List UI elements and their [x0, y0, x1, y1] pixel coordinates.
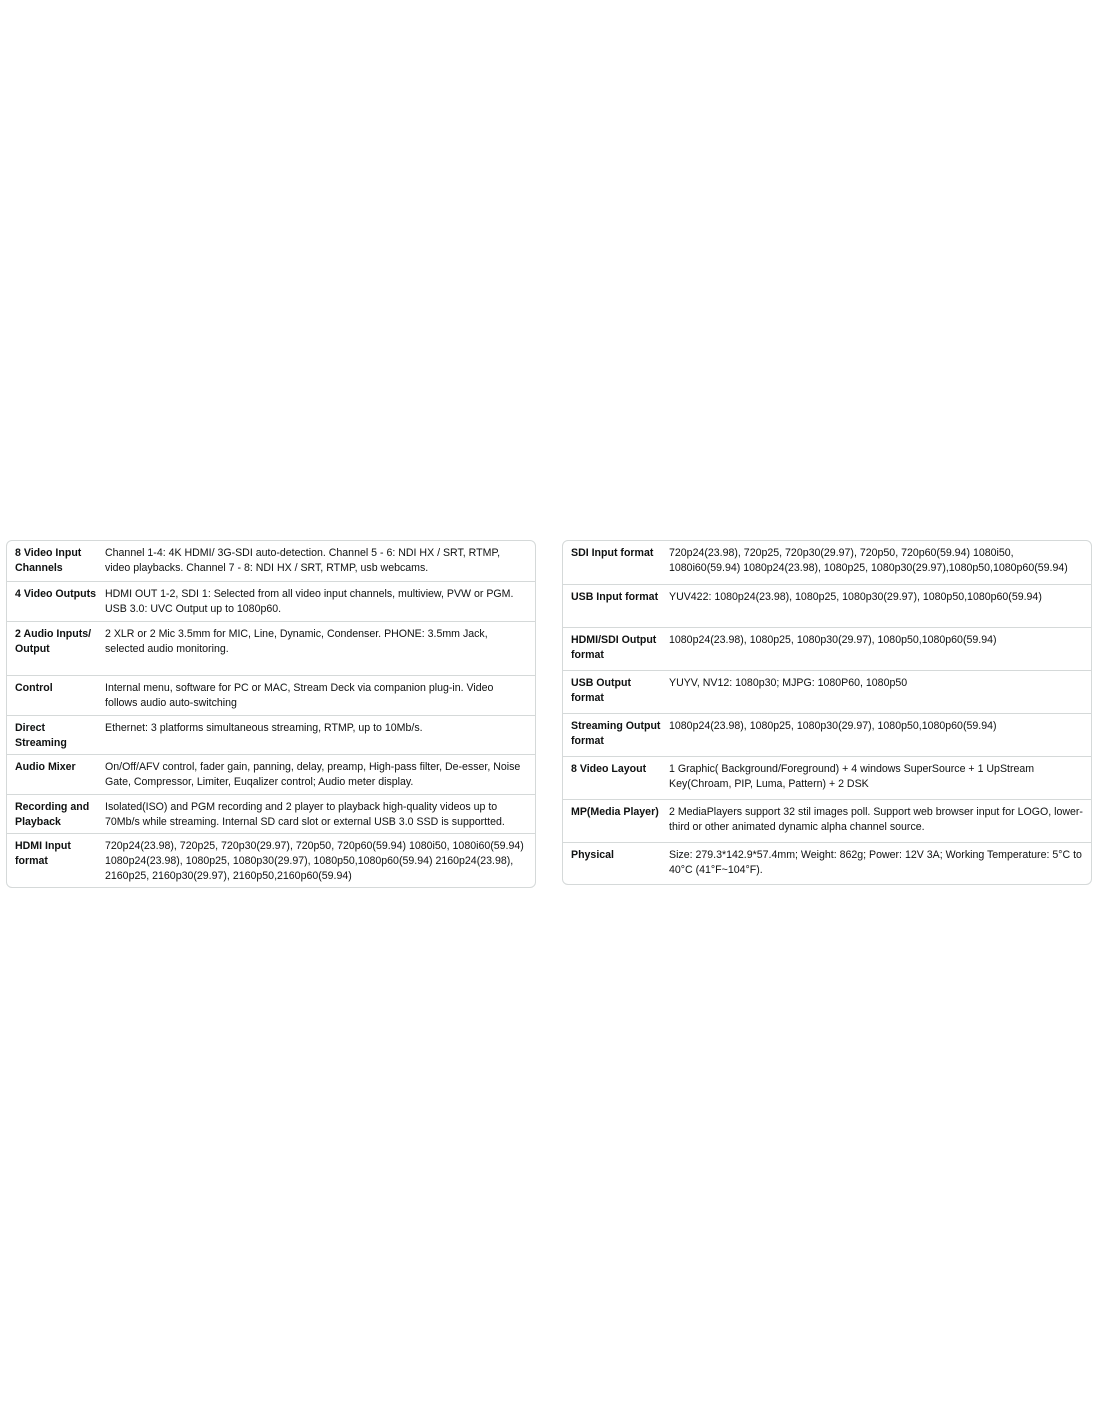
- spec-value: 720p24(23.98), 720p25, 720p30(29.97), 720p50, 720p60(59.94) 1080i50, 1080i60(59.94) 1080p24(23.98), 1080p25, 1080p30(29.97), 1080p50,1080p60(59.94) 2160p24(23.98), 2160p25, 2160p30(29.97), 2160p50,2160p60(59.94): [105, 840, 524, 882]
- spec-value: 2 XLR or 2 Mic 3.5mm for MIC, Line, Dynamic, Condenser. PHONE: 3.5mm Jack, selected audio monitoring.: [105, 628, 488, 655]
- spec-value: Size: 279.3*142.9*57.4mm; Weight: 862g; Power: 12V 3A; Working Temperature: 5°C to 40°C (41°F~104°F).: [669, 849, 1082, 876]
- spec-label: SDI Input format: [571, 547, 654, 559]
- spec-value: YUYV, NV12: 1080p30; MJPG: 1080P60, 1080p50: [669, 677, 908, 689]
- spec-value: Isolated(ISO) and PGM recording and 2 player to playback high-quality videos up to 70Mb/s while streaming. Internal SD card slot or external USB 3.0 SSD is supportted.: [105, 801, 505, 828]
- spec-value: Internal menu, software for PC or MAC, Stream Deck via companion plug-in. Video follows audio auto-switching: [105, 682, 494, 709]
- spec-table-right: [562, 540, 1092, 885]
- spec-label: HDMI Input format: [15, 840, 71, 867]
- spec-label: Physical: [571, 849, 614, 861]
- spec-label: 4 Video Outputs: [15, 588, 97, 600]
- spec-value: Ethernet: 3 platforms simultaneous streaming, RTMP, up to 10Mb/s.: [105, 722, 423, 734]
- spec-label: Recording and Playback: [15, 801, 90, 828]
- spec-value: Channel 1-4: 4K HDMI/ 3G-SDI auto-detection. Channel 5 - 6: NDI HX / SRT, RTMP, video playbacks. Channel 7 - 8: NDI HX / SRT, RTMP, usb webcams.: [105, 547, 501, 574]
- spec-row-recording-playback: [7, 794, 535, 833]
- spec-row-hdmi-input-format: [7, 833, 535, 887]
- spec-value: 720p24(23.98), 720p25, 720p30(29.97), 720p50, 720p60(59.94) 1080i50, 1080i60(59.94) 1080p24(23.98), 1080p25, 1080p30(29.97),1080p50,1080p60(59.94): [669, 547, 1068, 574]
- spec-label: Direct Streaming: [15, 722, 67, 749]
- spec-row-video-outputs: [7, 581, 535, 621]
- spec-value: 1080p24(23.98), 1080p25, 1080p30(29.97), 1080p50,1080p60(59.94): [669, 634, 997, 646]
- spec-label: USB Output format: [571, 677, 632, 704]
- spec-label: USB Input format: [571, 591, 659, 603]
- spec-label: MP(Media Player): [571, 806, 659, 818]
- spec-label: HDMI/SDI Output format: [571, 634, 657, 661]
- spec-label: Control: [15, 682, 53, 694]
- spec-value: 2 MediaPlayers support 32 stil images poll. Support web browser input for LOGO, lower-third or other animated dynamic alpha channel source.: [669, 806, 1083, 833]
- spec-value: YUV422: 1080p24(23.98), 1080p25, 1080p30(29.97), 1080p50,1080p60(59.94): [669, 591, 1042, 603]
- spec-row-streaming-output-format: [563, 713, 1091, 756]
- spec-table-left: [6, 540, 536, 888]
- spec-row-audio-mixer: [7, 754, 535, 794]
- spec-row-direct-streaming: [7, 715, 535, 754]
- spec-row-video-layout: [563, 756, 1091, 799]
- spec-row-media-player: [563, 799, 1091, 842]
- spec-value: On/Off/AFV control, fader gain, panning, delay, preamp, High-pass filter, De-esser, Noise Gate, Compressor, Limiter, Euqalizer control; Audio meter display.: [105, 761, 521, 788]
- spec-label: Streaming Output format: [571, 720, 661, 747]
- spec-row-control: [7, 675, 535, 715]
- spec-row-usb-input-format: [563, 584, 1091, 627]
- spec-value: 1080p24(23.98), 1080p25, 1080p30(29.97), 1080p50,1080p60(59.94): [669, 720, 997, 732]
- spec-row-usb-output-format: [563, 670, 1091, 713]
- spec-row-hdmi-sdi-output-format: [563, 627, 1091, 670]
- spec-row-physical: [563, 842, 1091, 884]
- spec-label: 8 Video Layout: [571, 763, 647, 775]
- spec-row-audio-inputs-output: [7, 621, 535, 675]
- spec-value: HDMI OUT 1-2, SDI 1: Selected from all video input channels, multiview, PVW or PGM. USB 3.0: UVC Output up to 1080p60.: [105, 588, 514, 615]
- spec-label: 8 Video Input Channels: [15, 547, 82, 574]
- spec-label: 2 Audio Inputs/ Output: [15, 628, 92, 655]
- spec-row-video-input-channels: [7, 541, 535, 581]
- spec-label: Audio Mixer: [15, 761, 76, 773]
- spec-value: 1 Graphic( Background/Foreground) + 4 windows SuperSource + 1 UpStream Key(Chroam, PIP, Luma, Pattern) + 2 DSK: [669, 763, 1035, 790]
- spec-row-sdi-input-format: [563, 541, 1091, 584]
